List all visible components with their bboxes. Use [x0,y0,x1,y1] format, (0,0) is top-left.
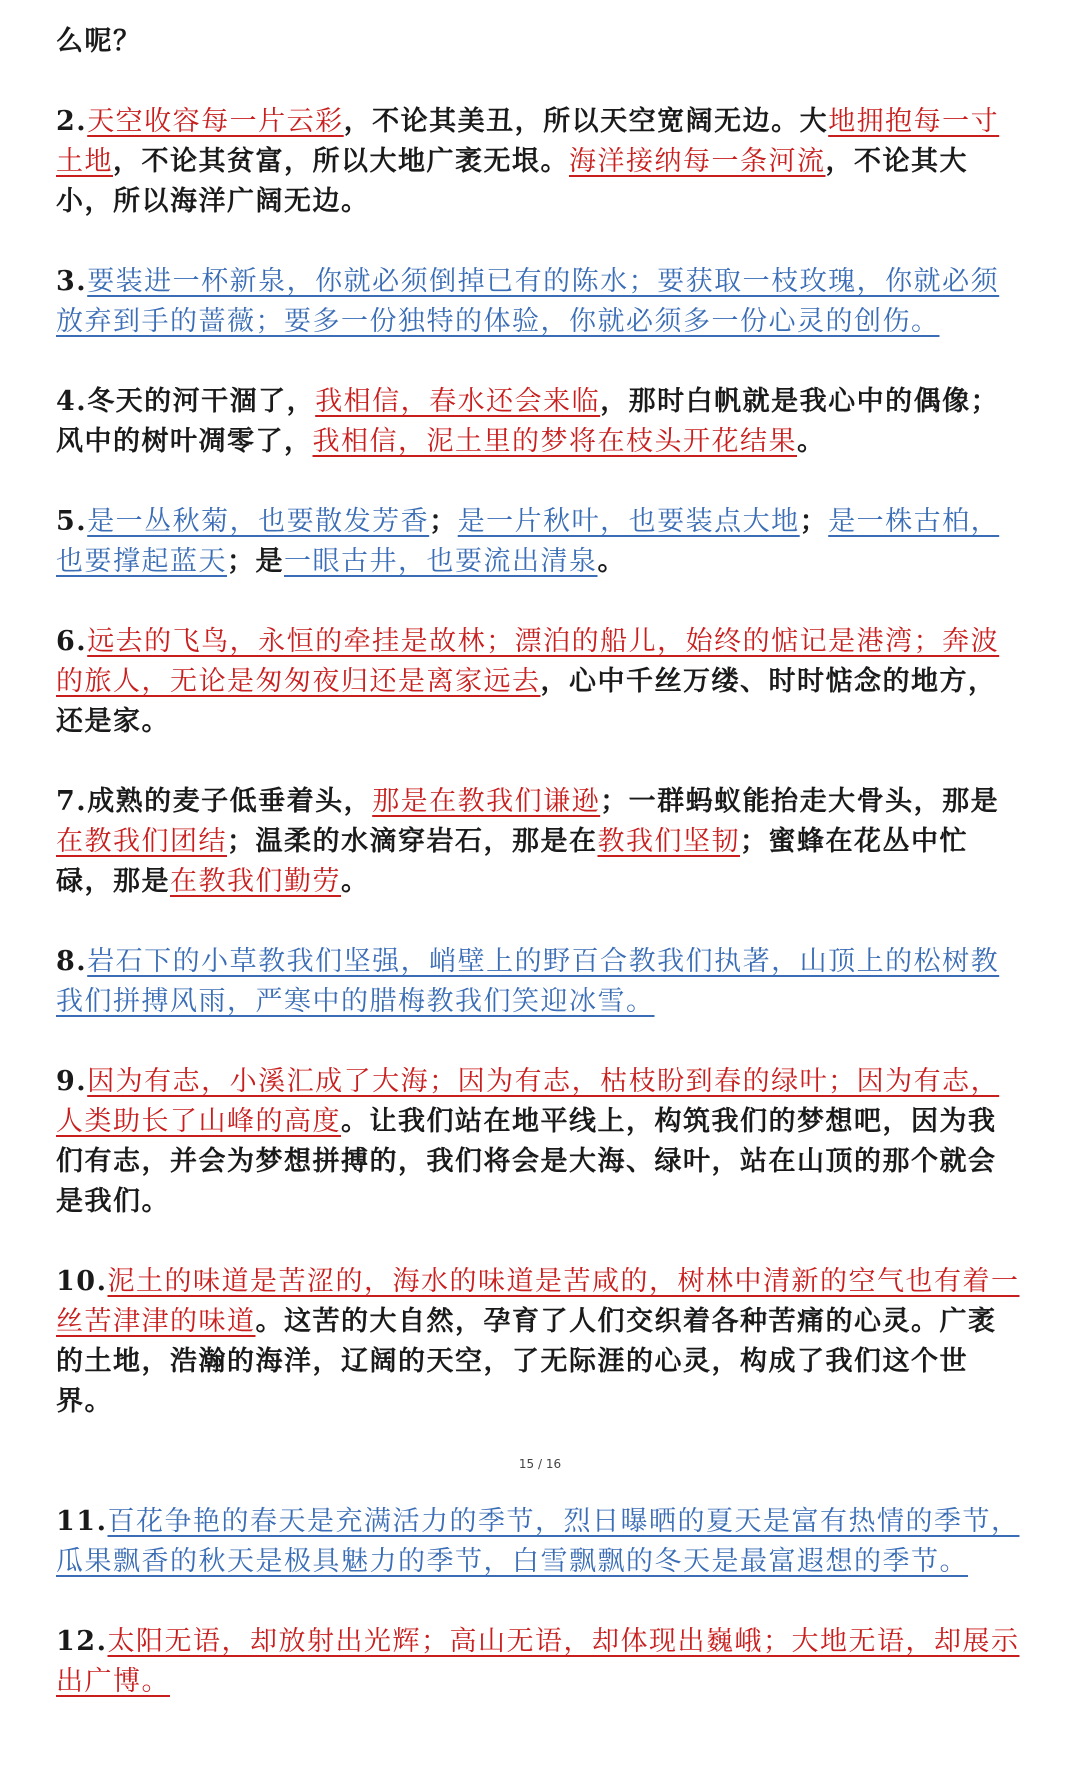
text-run: ；温柔的水滴穿岩石，那是在 [227,826,598,857]
text-run: 冬天的河干涸了， [87,386,316,417]
paragraph-3 [56,262,1024,342]
item-number: 4. [56,386,88,417]
highlighted-red-text: 我相信，泥土里的梦将在枝头开花结果 [312,426,797,457]
paragraph-11 [56,1502,1024,1582]
paragraph-5 [56,502,1024,582]
text-run: 。 [597,546,626,577]
item-number: 7. [56,786,88,817]
paragraph-2 [56,102,1024,222]
text-run: 。 [341,866,370,897]
highlighted-blue-text: 要装进一杯新泉，你就必须倒掉已有的陈水；要获取一枝玫瑰，你就必须放弃到手的蔷薇；要多一份独特的体验，你就必须多一份心灵的创伤。 [56,266,1000,337]
highlighted-red-text: 天空收容每一片云彩 [87,106,344,137]
text-run: ；蜜蜂在花丛中忙碌，那是 [56,826,968,897]
highlighted-red-text: 泥土的味道是苦涩的，海水的味道是苦咸的，树林中清新的空气也有着一丝苦津津的味道 [56,1266,1020,1337]
highlighted-blue-text: 岩石下的小草教我们坚强，峭壁上的野百合教我们执著，山顶上的松树教我们拼搏风雨，严寒中的腊梅教我们笑迎冰雪。 [56,946,1000,1017]
highlighted-blue-text: 百花争艳的春天是充满活力的季节，烈日曝晒的夏天是富有热情的季节，瓜果飘香的秋天是极具魅力的季节，白雪飘飘的冬天是最富遐想的季节。 [56,1506,1020,1577]
text-run: 。 [797,426,826,457]
highlighted-red-text: 那是在教我们谦逊 [372,786,601,817]
highlighted-red-text: 因为有志，小溪汇成了大海；因为有志，枯枝盼到春的绿叶；因为有志，人类助长了山峰的高度 [56,1066,1000,1137]
highlighted-red-text: 在教我们勤劳 [170,866,341,897]
highlighted-blue-text: 是一丛秋菊，也要散发芳香 [87,506,430,537]
highlighted-blue-text: 是一株古柏，也要撑起蓝天 [56,506,1000,577]
text-run: ； [799,506,829,537]
item-number: 10. [56,1266,108,1297]
text-run: ，心中千丝万缕、时时惦念的地方，还是家。 [56,666,997,737]
item-number: 8. [56,946,88,977]
paragraph-9 [56,1062,1024,1222]
highlighted-blue-text: 一眼古井，也要流出清泉 [284,546,598,577]
highlighted-red-text: 我相信，春水还会来临 [315,386,601,417]
item-number: 6. [56,626,88,657]
highlighted-red-text: 海洋接纳每一条河流 [569,146,826,177]
item-number: 3. [56,266,88,297]
text-run: 么呢？ [56,26,142,57]
paragraph-12 [56,1622,1024,1702]
text-run: 成熟的麦子低垂着头， [87,786,373,817]
item-number: 12. [56,1626,108,1657]
item-number: 11. [56,1506,108,1537]
text-run: ；一群蚂蚁能抬走大骨头，那是 [600,786,1000,817]
item-number: 2. [56,106,88,137]
highlighted-red-text: 地拥抱每一寸土地 [56,106,1000,177]
text-run: ，那时白帆就是我心中的偶像；风中的树叶凋零了， [56,386,1000,457]
text-run: ；是 [227,546,284,577]
item-number: 9. [56,1066,88,1097]
text-run: ，不论其贫富，所以大地广袤无垠。 [113,146,569,177]
highlighted-red-text: 远去的飞鸟，永恒的牵挂是故林；漂泊的船儿，始终的惦记是港湾；奔波的旅人，无论是匆匆夜归还是离家远去 [56,626,1000,697]
highlighted-blue-text: 是一片秋叶，也要装点大地 [457,506,800,537]
highlighted-red-text: 在教我们团结 [56,826,227,857]
paragraph-4 [56,382,1024,462]
paragraph-6 [56,622,1024,742]
text-run: 。这苦的大自然，孕育了人们交织着各种苦痛的心灵。广袤的土地，浩瀚的海洋，辽阔的天空，了无际涯的心灵，构成了我们这个世界。 [56,1306,997,1417]
text-run: ，不论其美丑，所以天空宽阔无边。大 [343,106,829,137]
highlighted-red-text: 太阳无语，却放射出光辉；高山无语，却体现出巍峨；大地无语，却展示出广博。 [56,1626,1020,1697]
text-run: ； [429,506,458,537]
paragraph-1 [56,22,1024,62]
paragraph-10 [56,1262,1024,1422]
text-run: ，不论其大小，所以海洋广阔无边。 [56,146,968,217]
item-number: 5. [56,506,88,537]
text-run: 。让我们站在地平线上，构筑我们的梦想吧，因为我们有志，并会为梦想拼搏的，我们将会是大海、绿叶，站在山顶的那个就会是我们。 [56,1106,997,1217]
paragraph-8 [56,942,1024,1022]
paragraph-7 [56,782,1024,902]
highlighted-red-text: 教我们坚韧 [597,826,740,857]
page-indicator: 15 / 16 [518,1457,562,1471]
